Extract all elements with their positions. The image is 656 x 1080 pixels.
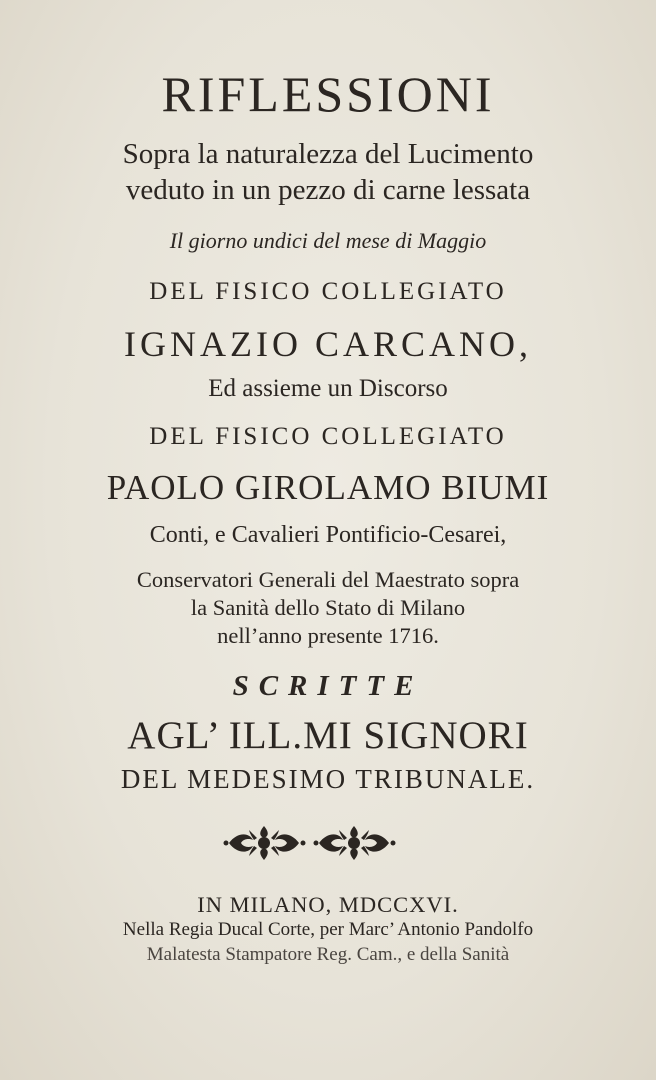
fleuron-left bbox=[224, 826, 306, 860]
imprint-line-3: Malatesta Stampatore Reg. Cam., e della Sanità bbox=[146, 944, 510, 965]
imprint-line-2: Nella Regia Ducal Corte, per Marc’ Antonio Pandolfo bbox=[122, 919, 534, 940]
subtitle-line-2: veduto in un pezzo di carne lessata bbox=[125, 174, 531, 206]
physician-label-1: DEL FISICO COLLEGIATO bbox=[149, 278, 507, 305]
physician-label-2: DEL FISICO COLLEGIATO bbox=[149, 423, 507, 450]
date-line: Il giorno undici del mese di Maggio bbox=[169, 228, 487, 253]
tribunal-line: DEL MEDESIMO TRIBUNALE. bbox=[120, 764, 536, 794]
role-line-2: la Sanità dello Stato di Milano bbox=[190, 595, 466, 620]
imprint-line-1: IN MILANO, MDCCXVI. bbox=[197, 892, 459, 917]
printers-fleuron-ornament-icon bbox=[223, 820, 397, 866]
role-line-3: nell’anno presente 1716. bbox=[217, 623, 439, 648]
connector-line: Ed assieme un Discorso bbox=[208, 375, 448, 402]
author-name-2: PAOLO GIROLAMO BIUMI bbox=[106, 468, 550, 507]
written-label: SCRITTE bbox=[232, 670, 424, 702]
noble-titles: Conti, e Cavalieri Pontificio-Cesarei, bbox=[149, 522, 507, 548]
book-title: RIFLESSIONI bbox=[161, 66, 495, 122]
fleuron-right bbox=[314, 826, 396, 860]
role-line-1: Conservatori Generali del Maestrato sopra bbox=[136, 567, 520, 592]
dedication-line: AGL’ ILL.MI SIGNORI bbox=[127, 714, 529, 757]
subtitle-line-1: Sopra la naturalezza del Lucimento bbox=[122, 138, 534, 170]
author-name-1: IGNAZIO CARCANO, bbox=[124, 324, 532, 364]
